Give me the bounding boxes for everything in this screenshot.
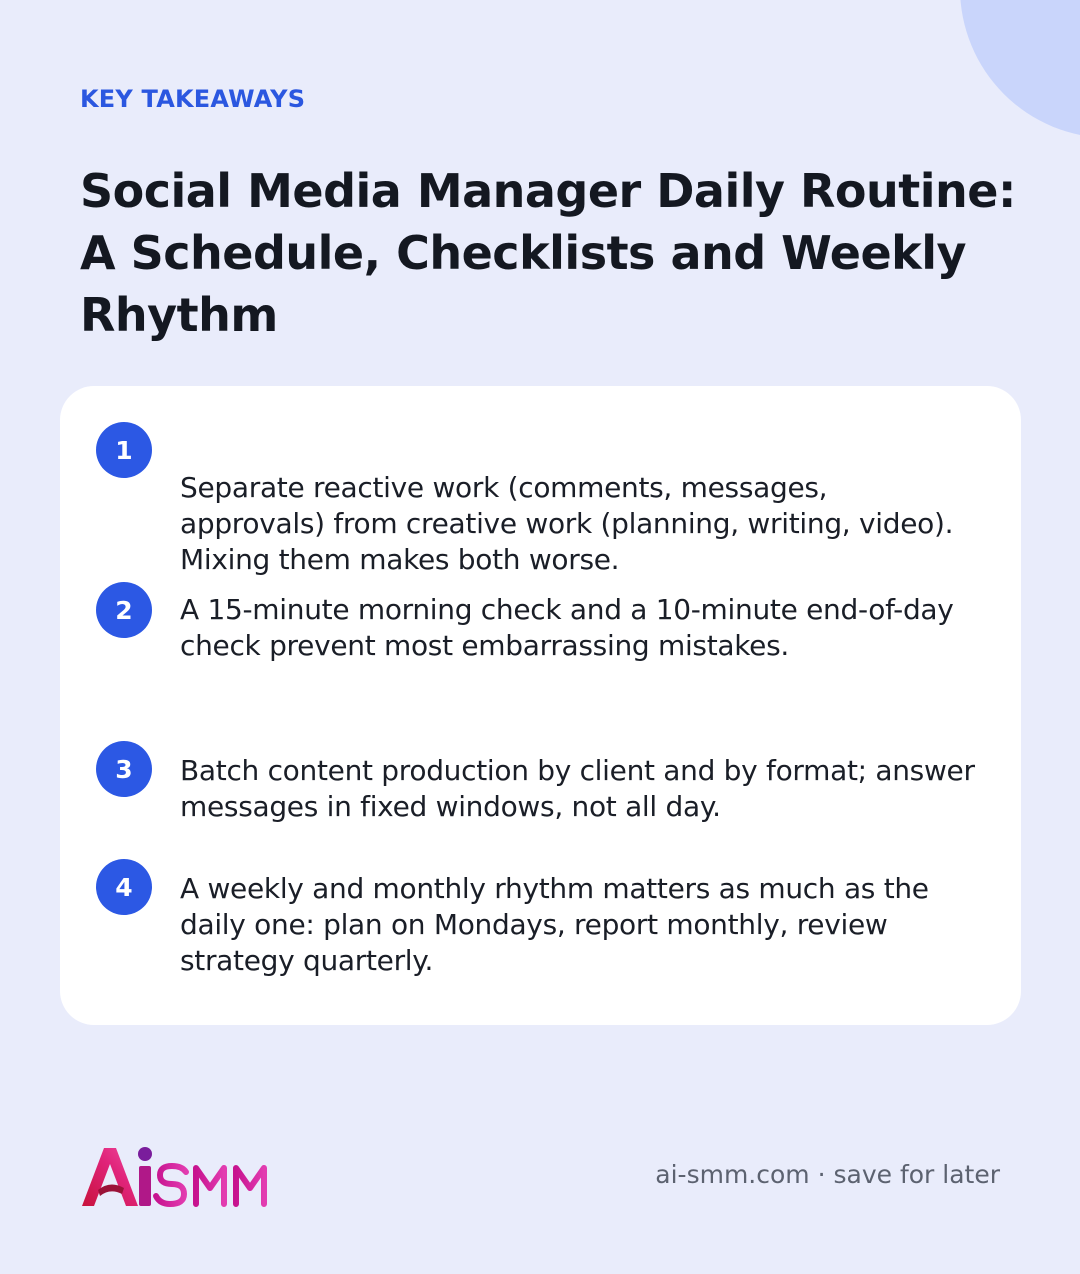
decorative-corner-circle xyxy=(960,0,1080,138)
takeaway-text: A weekly and monthly rhythm matters as much as the daily one: plan on Mondays, report monthly, review strategy quarterly. xyxy=(180,872,929,977)
number-badge: 4 xyxy=(96,859,152,915)
takeaway-text: Batch content production by client and by format; answer messages in fixed windows, not all day. xyxy=(180,754,975,823)
takeaway-text: Separate reactive work (comments, messages, approvals) from creative work (planning, writing, video). Mixing them makes both worse. xyxy=(180,471,954,576)
page-title: Social Media Manager Daily Routine: A Schedule, Checklists and Weekly Rhythm xyxy=(80,164,1016,342)
number-badge: 1 xyxy=(96,422,152,478)
takeaways-card xyxy=(60,386,1021,1025)
aismm-logo xyxy=(82,1144,282,1210)
footer-note: ai-smm.com · save for later xyxy=(655,1160,1000,1189)
number-badge: 2 xyxy=(96,582,152,638)
number-badge: 3 xyxy=(96,741,152,797)
takeaway-text: A 15-minute morning check and a 10-minute end-of-day check prevent most embarrassing mistakes. xyxy=(180,593,954,662)
section-eyebrow: KEY TAKEAWAYS xyxy=(80,85,306,113)
